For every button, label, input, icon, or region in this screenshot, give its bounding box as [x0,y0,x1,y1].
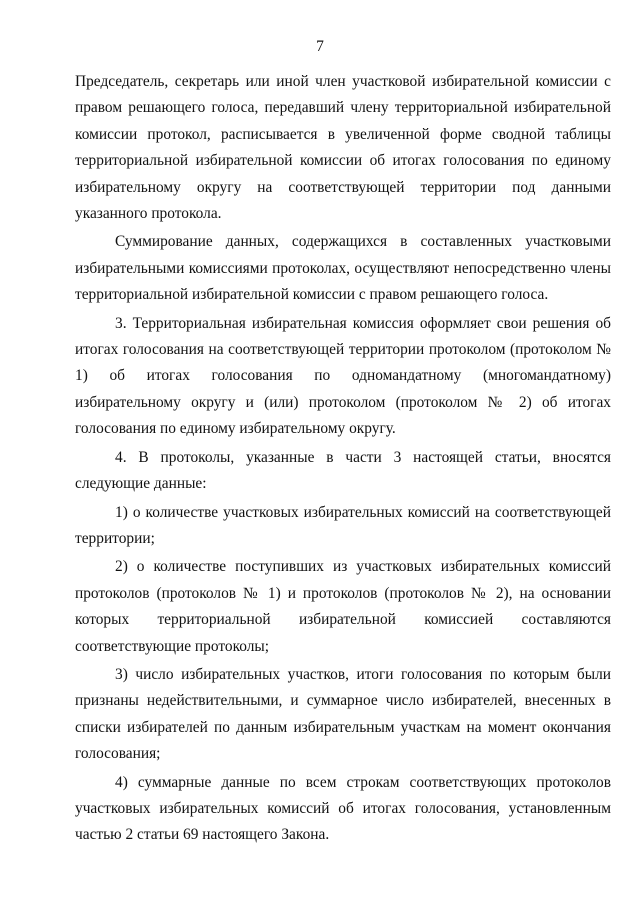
list-item-3: 3) число избирательных участков, итоги голосования по которым были признаны недействительными, и суммарное число избирателей, внесенных в списки избирателей по данным избирательным участкам на момент окончания голосования; [75,665,611,763]
paragraph-part-3: 3. Территориальная избирательная комиссия оформляет свои решения об итогах голосования на соответствующей территории протоколом (протоколом № 1) об итогах голосования по одномандатному (многомандатному) избирательному округу и (или) протоколом (протоколом № 2) об итогах голосования по единому избирательному округу. [75,314,611,438]
page-number: 7 [316,38,324,55]
list-item-2: 2) о количестве поступивших из участковых избирательных комиссий протоколов (протоколов № 1) и протоколов (протоколов № 2), на основании которых территориальной избирательной комиссией составляются соответствующие протоколы; [75,558,611,655]
paragraph-summation: Суммирование данных, содержащихся в составленных участковыми избирательными комиссиями протоколах, осуществляют непосредственно члены территориальной избирательной комиссии с правом решающего голоса. [75,233,611,304]
paragraph-part-4: 4. В протоколы, указанные в части 3 настоящей статьи, вносятся следующие данные: [75,448,611,493]
paragraph-chairman-signature: Председатель, секретарь или иной член участковой избирательной комиссии с правом решающего голоса, передавший члену территориальной избирательной комиссии протокол, расписывается в увеличенной форме сводной таблицы территориальной избирательной комиссии об итогах голосования по единому избирательному округу на соответствующей территории под данными указанного протокола. [75,73,611,223]
list-item-1: 1) о количестве участковых избирательных комиссий на соответствующей территории; [75,503,611,547]
list-item-4: 4) суммарные данные по всем строкам соответствующих протоколов участковых избирательных комиссий об итогах голосования, установленным частью 2 статьи 69 настоящего Закона. [75,773,611,844]
body-text [75,69,611,851]
